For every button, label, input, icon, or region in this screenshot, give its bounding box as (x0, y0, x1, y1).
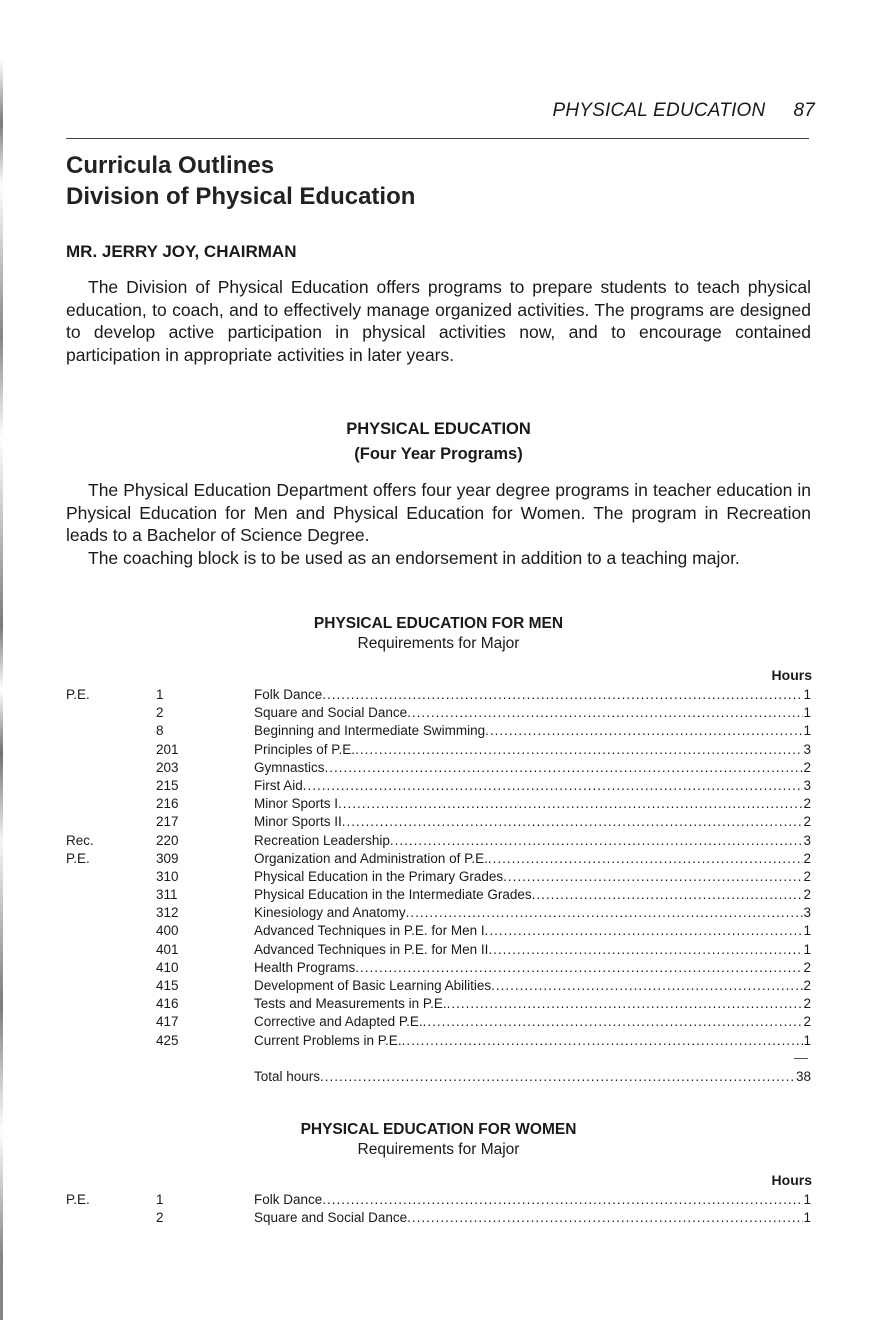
course-hours: 2 (803, 996, 811, 1012)
total-hours: 38 (795, 1068, 811, 1084)
course-hours: 2 (803, 814, 811, 830)
course-row (66, 795, 811, 813)
course-title: First Aid (254, 777, 303, 793)
course-title: Principles of P.E. (254, 741, 356, 757)
course-number: 203 (156, 759, 179, 775)
course-hours: 3 (803, 905, 811, 921)
course-number: 8 (156, 723, 164, 739)
dot-leader (355, 959, 803, 977)
course-hours: 2 (803, 850, 811, 866)
course-row (66, 868, 811, 886)
dot-leader (488, 941, 803, 959)
course-title: Minor Sports I (254, 796, 339, 812)
dot-leader (325, 759, 804, 777)
course-hours: 1 (803, 723, 811, 739)
course-number: 410 (156, 959, 179, 975)
course-hours: 1 (803, 1032, 811, 1048)
course-hours: 1 (803, 1192, 811, 1207)
dot-leader (390, 832, 804, 850)
course-hours: 3 (803, 777, 811, 793)
course-row (66, 922, 811, 940)
program-paragraph-1: The Physical Education Department offers four year degree programs in teacher education in Physical Education for Men and Physical Education for Women. The program in Recreation leads to a Bachelor of Science Degree. (66, 480, 811, 545)
course-title: Physical Education in the Intermediate Grades (254, 887, 532, 903)
course-row (66, 813, 811, 831)
dot-leader (322, 686, 803, 704)
dot-leader (320, 1068, 796, 1086)
course-number: 415 (156, 978, 179, 993)
course-title: Kinesiology and Anatomy (254, 905, 406, 921)
course-row (66, 1209, 811, 1227)
course-row (66, 959, 811, 977)
course-number: 312 (156, 905, 179, 921)
dot-leader (491, 977, 803, 995)
course-hours: 2 (803, 759, 811, 775)
course-title: Health Programs (254, 959, 356, 975)
program-heading-line1: PHYSICAL EDUCATION (346, 420, 531, 438)
program-paragraph-2: The coaching block is to be used as an endorsement in addition to a teaching major. (88, 548, 740, 568)
intro-paragraph: The Division of Physical Education offers programs to prepare students to teach physical education, to coach, and to effectively manage organized activities. The programs are designed to develop active participation in physical activities now, and to encourage contained participation in appropriate activities in later years. (66, 277, 811, 365)
course-row (66, 704, 811, 722)
course-row (66, 741, 811, 759)
dot-leader (485, 922, 804, 940)
men-section-heading (66, 614, 811, 654)
course-title: Folk Dance (254, 1192, 323, 1207)
page-number: 87 (793, 100, 815, 121)
dot-leader (447, 995, 804, 1013)
dot-leader (407, 704, 803, 722)
course-dept: P.E. (66, 850, 90, 866)
course-hours: 3 (803, 832, 811, 848)
course-hours: 1 (803, 941, 811, 957)
course-row (66, 977, 811, 995)
dot-leader (423, 1013, 804, 1031)
course-row (66, 995, 811, 1013)
course-hours: 2 (803, 978, 811, 993)
dot-leader (406, 904, 804, 922)
page-title-line1: Curricula Outlines (66, 152, 275, 179)
men-hours-label: Hours (771, 667, 812, 683)
women-subheading: Requirements for Major (357, 1141, 520, 1158)
course-title: Current Problems in P.E. (254, 1032, 402, 1048)
women-course-table (66, 1191, 811, 1227)
women-hours-label: Hours (771, 1172, 812, 1188)
running-head (552, 100, 815, 122)
course-number: 201 (156, 741, 179, 757)
course-row (66, 777, 811, 795)
course-title: Organization and Administration of P.E. (254, 850, 488, 866)
course-title: Square and Social Dance (254, 1210, 408, 1226)
course-hours: 2 (803, 868, 811, 884)
course-title: Folk Dance (254, 687, 323, 702)
chairman-name: MR. JERRY JOY, CHAIRMAN (66, 242, 297, 261)
dot-leader (485, 722, 803, 740)
course-number: 309 (156, 850, 179, 866)
course-title: Tests and Measurements in P.E. (254, 996, 447, 1012)
course-title: Square and Social Dance (254, 705, 408, 721)
course-title: Beginning and Intermediate Swimming (254, 723, 486, 739)
dot-leader (503, 868, 803, 886)
course-title: Corrective and Adapted P.E. (254, 1014, 423, 1030)
course-number: 311 (156, 887, 178, 903)
dot-leader (407, 1209, 803, 1227)
course-hours: 1 (803, 1210, 811, 1226)
course-number: 2 (156, 705, 164, 721)
course-hours: 2 (803, 959, 811, 975)
course-row (66, 1013, 811, 1031)
page-edge-shadow (0, 60, 3, 1320)
course-row (66, 904, 811, 922)
dot-leader (338, 795, 803, 813)
men-subheading: Requirements for Major (357, 635, 520, 652)
dot-leader (488, 850, 804, 868)
course-number: 215 (156, 777, 179, 793)
course-hours: 1 (803, 687, 811, 702)
course-row (66, 722, 811, 740)
dot-leader (322, 1191, 803, 1209)
men-total-row (66, 1068, 811, 1086)
dot-leader (303, 777, 804, 795)
course-row (66, 941, 811, 959)
course-row (66, 759, 811, 777)
page-title-line2: Division of Physical Education (66, 183, 416, 210)
course-row (66, 1032, 811, 1050)
course-title: Physical Education in the Primary Grades (254, 868, 504, 884)
course-hours: 1 (803, 705, 811, 721)
course-number: 425 (156, 1032, 179, 1048)
course-row (66, 1191, 811, 1209)
dot-leader (342, 813, 804, 831)
course-title: Minor Sports II (254, 814, 342, 830)
total-label: Total hours (254, 1068, 321, 1084)
course-row (66, 832, 811, 850)
course-hours: 2 (803, 1014, 811, 1030)
program-heading (66, 417, 811, 467)
dot-leader (402, 1032, 804, 1050)
course-number: 401 (156, 941, 179, 957)
course-title: Advanced Techniques in P.E. for Men II (254, 941, 489, 957)
course-number: 417 (156, 1014, 179, 1030)
course-dept: Rec. (66, 832, 94, 848)
course-number: 400 (156, 923, 179, 939)
sum-line (794, 1058, 808, 1059)
course-title: Development of Basic Learning Abilities (254, 978, 492, 993)
course-row (66, 850, 811, 868)
page-title (66, 150, 415, 212)
course-number: 2 (156, 1210, 164, 1226)
course-title: Advanced Techniques in P.E. for Men I (254, 923, 485, 939)
course-dept: P.E. (66, 1192, 90, 1207)
course-number: 216 (156, 796, 179, 812)
course-hours: 2 (803, 796, 811, 812)
course-number: 310 (156, 868, 179, 884)
course-number: 1 (156, 687, 164, 702)
course-row (66, 686, 811, 704)
women-heading: PHYSICAL EDUCATION FOR WOMEN (300, 1121, 577, 1138)
course-dept: P.E. (66, 687, 90, 702)
course-title: Recreation Leadership (254, 832, 390, 848)
course-number: 1 (156, 1192, 164, 1207)
course-title: Gymnastics (254, 759, 325, 775)
header-rule (66, 138, 809, 139)
course-number: 217 (156, 814, 179, 830)
course-hours: 1 (803, 923, 811, 939)
women-section-heading (66, 1120, 811, 1160)
course-number: 220 (156, 832, 179, 848)
course-number: 416 (156, 996, 179, 1012)
men-heading: PHYSICAL EDUCATION FOR MEN (313, 615, 564, 632)
course-hours: 2 (803, 887, 811, 903)
program-heading-line2: (Four Year Programs) (354, 445, 523, 463)
course-hours: 3 (803, 741, 811, 757)
running-head-title: PHYSICAL EDUCATION (552, 100, 766, 121)
men-course-table (66, 686, 811, 1086)
dot-leader (532, 886, 804, 904)
course-row (66, 886, 811, 904)
dot-leader (355, 741, 803, 759)
